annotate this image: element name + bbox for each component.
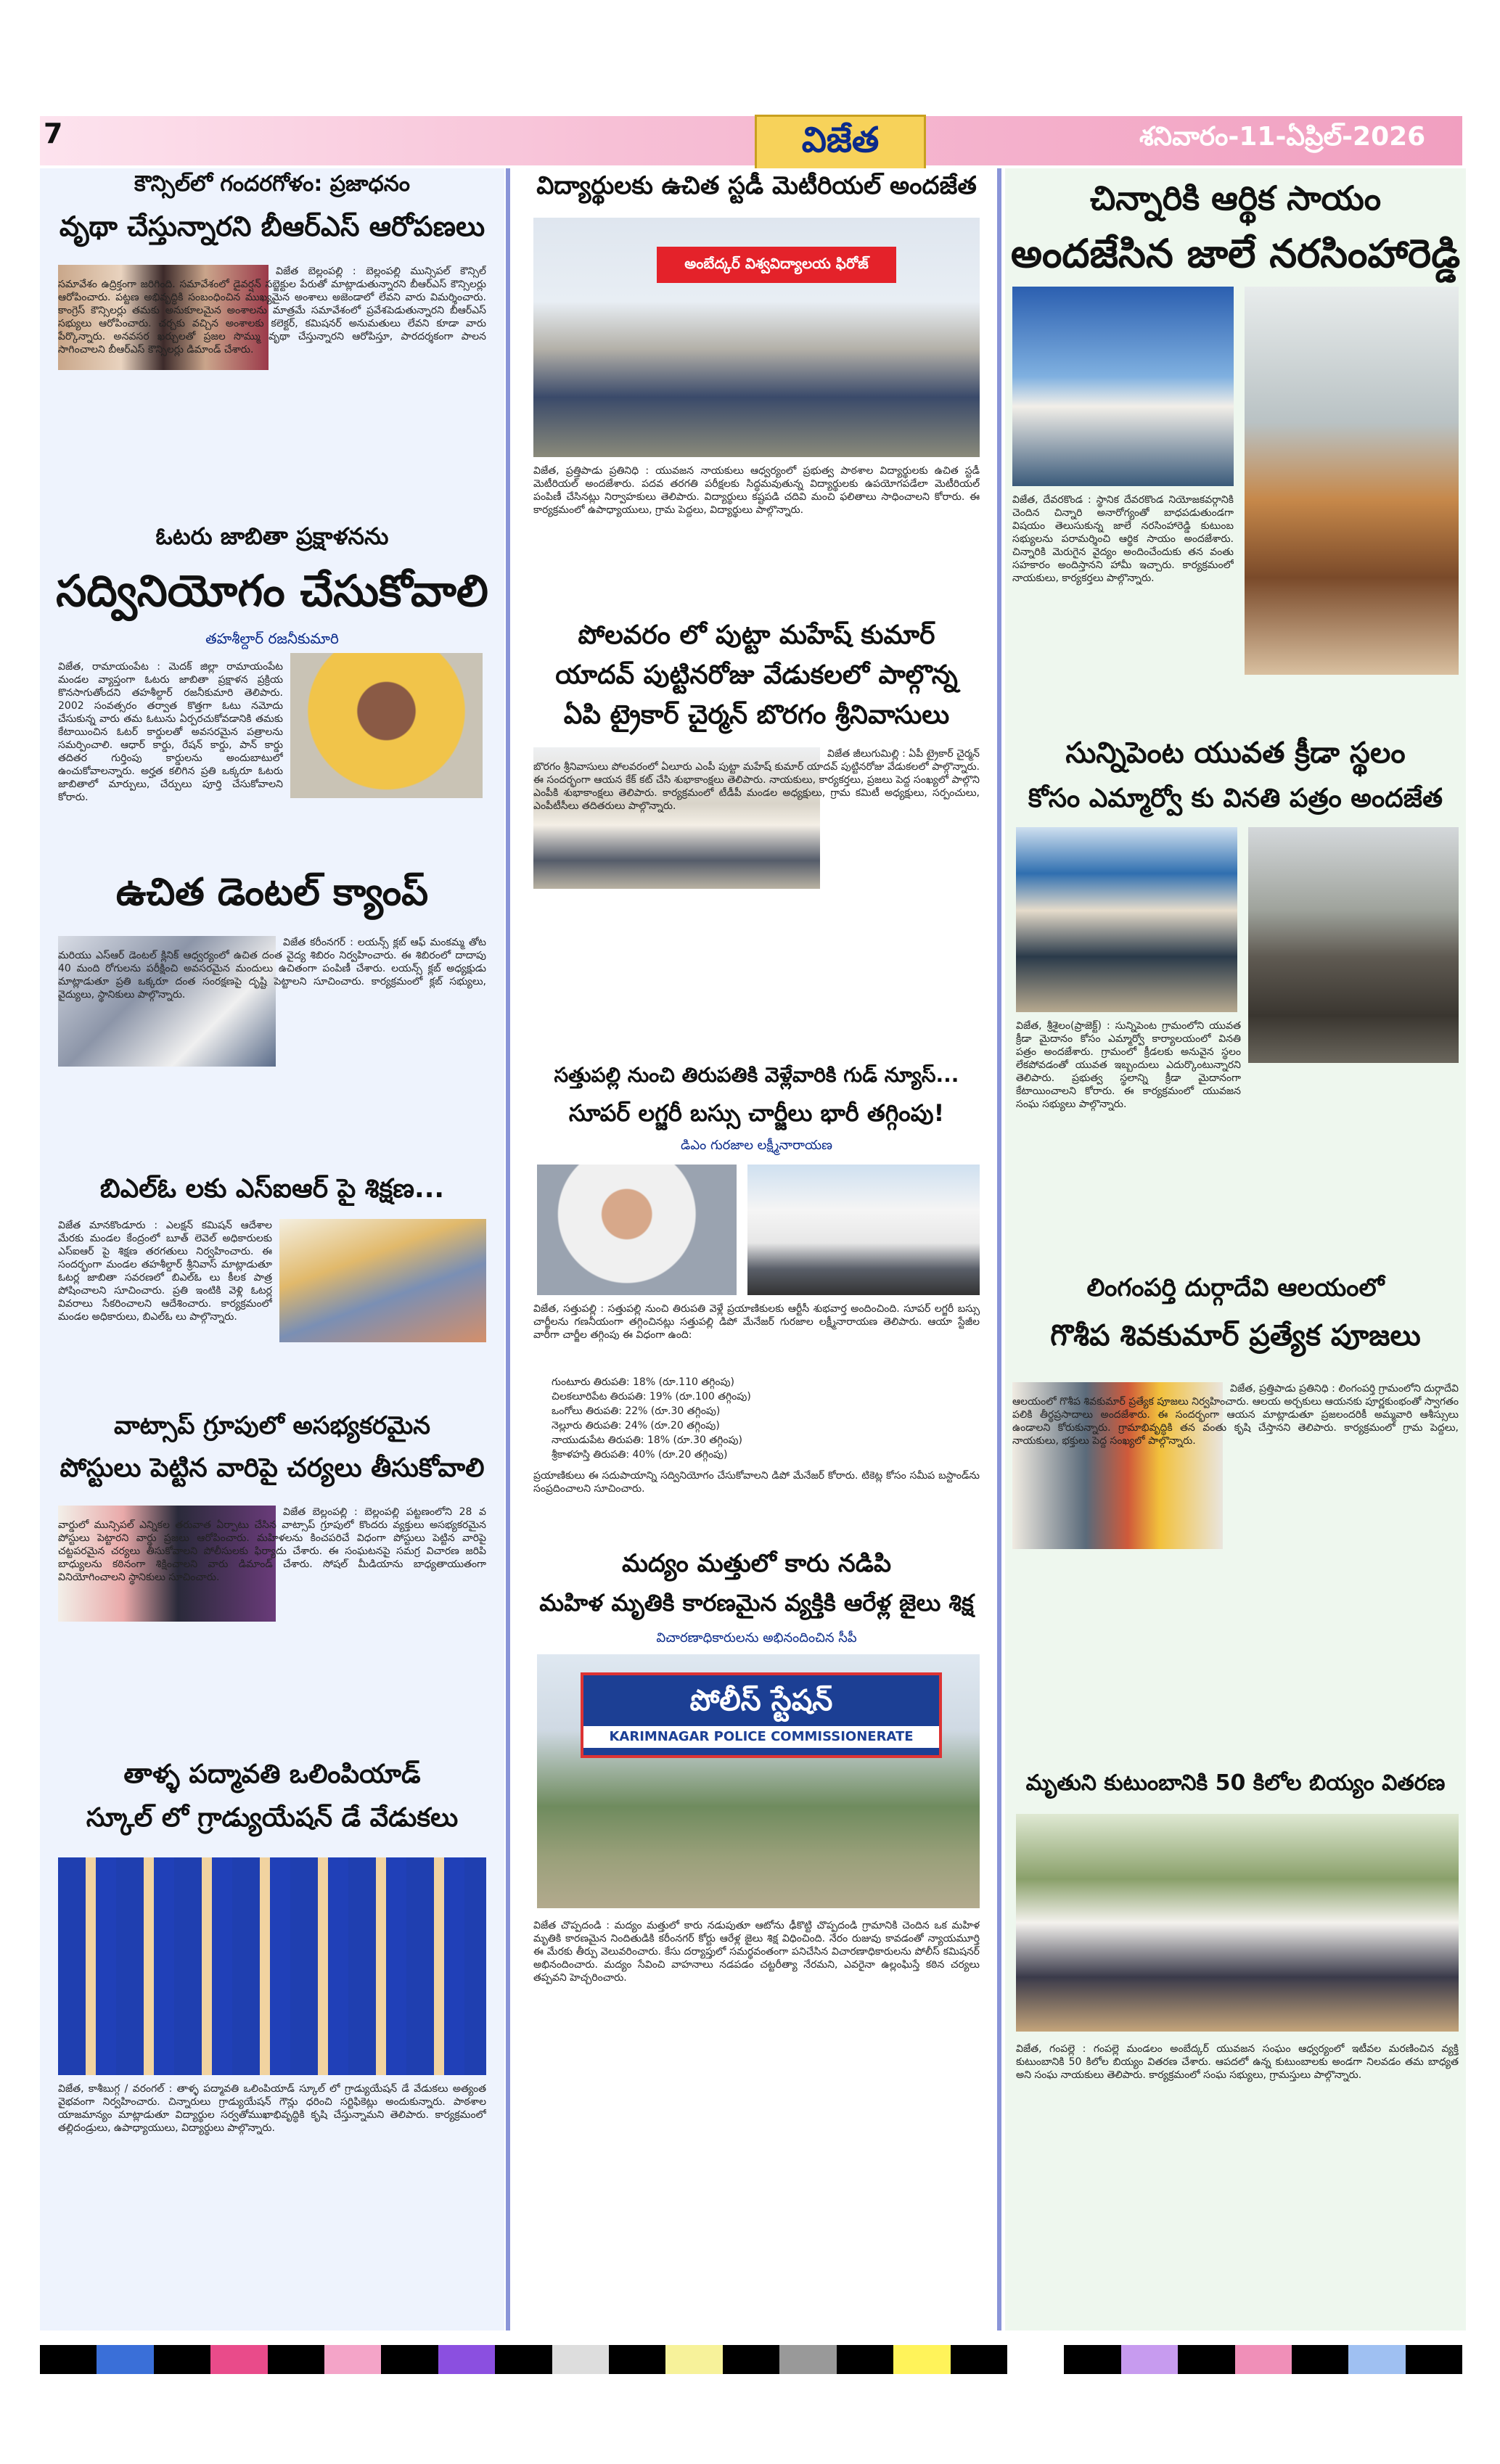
fare-item: నెల్లూరు తిరుపతి: 24% (రూ.20 తగ్గింపు) — [552, 1420, 720, 1432]
leader-photo — [1012, 287, 1234, 486]
article-kicker: లింగంపర్తి దుర్గాదేవి ఆలయంలో — [1086, 1273, 1385, 1302]
article-headline: సద్వినియోగం చేసుకోవాలి — [56, 566, 488, 617]
article-body: విజేత, సత్తుపల్లి : సత్తుపల్లి నుంచి తిరుపతి వెళ్లే ప్రయాణికులకు ఆర్టీసీ శుభవార్త అందించింది. సూపర్ లగ్జరీ బస్సు చార్జీలను గణనీయంగా తగ్గించినట్లు సత్తుపల్లి డిపో మేనేజర్ గురజాల లక్ష్మీనారాయణ తెలిపారు. ఆయా స్టేజీల వారీగా చార్జీల తగ్గింపు ఈ విధంగా ఉంది: — [533, 1303, 980, 1341]
article-body: విజేత, శ్రీశైలం(ప్రాజెక్ట్) : సున్నిపెంట గ్రామంలోని యువత క్రీడా మైదానం కోసం ఎమ్మార్వో కార్యాలయంలో వినతి పత్రం అందజేశారు. గ్రామంలో క్రీడలకు అనువైన స్థలం లేకపోవడంతో యువత ఇబ్బందులు ఎదుర్కొంటున్నారని తెలిపారు. ప్రభుత్వ స్థలాన్ని క్రీడా మైదానంగా కేటాయించాలని కోరారు. ఈ కార్యక్రమంలో యువజన సంఘ సభ్యులు పాల్గొన్నారు. — [1016, 1020, 1241, 1110]
ground-photo — [1248, 827, 1459, 1063]
article-byline: విచారణాధికారులను అభినందించిన సీపీ — [656, 1630, 857, 1646]
fare-item: నాయుడుపేట తిరుపతి: 18% (రూ.30 తగ్గింపు) — [552, 1434, 742, 1446]
article-headline: విద్యార్థులకు ఉచిత స్టడీ మెటీరియల్ అందజేత — [536, 171, 977, 200]
article-headline: మహిళ మృతికి కారణమైన వ్యక్తికి ఆరేళ్ల జైలు శిక్ష — [539, 1589, 974, 1617]
article-body: ప్రయాణికులు ఈ సదుపాయాన్ని సద్వినియోగం చేసుకోవాలని డిపో మేనేజర్ కోరారు. టికెట్ల కోసం సమీప బస్టాండ్‌ను సంప్రదించాలని సూచించారు. — [533, 1470, 980, 1495]
fare-item: చిలకలూరిపేట తిరుపతి: 19% (రూ.100 తగ్గింపు) — [552, 1391, 751, 1403]
article-headline: మృతుని కుటుంబానికి 50 కిలోల బియ్యం వితరణ — [1025, 1770, 1446, 1796]
patient-photo — [1245, 287, 1459, 675]
article-headline: వృథా చేస్తున్నారని బీఆర్ఎస్ ఆరోపణలు — [59, 210, 485, 242]
banner: అంబేద్కర్ విశ్వవిద్యాలయ ఫిరోజ్ — [657, 247, 896, 283]
article-headline: గొశీప శివకుమార్ ప్రత్యేక పూజలు — [1050, 1319, 1421, 1352]
article-headline: ఏపి ట్రైకార్ చైర్మన్ బొరగం శ్రీనివాసులు — [563, 700, 950, 730]
article-body: విజేత కరీంనగర్ : లయన్స్ క్లబ్ ఆఫ్ మంకమ్మ తోట మరియు ఎస్ఆర్ డెంటల్ క్లినిక్ ఆధ్వర్యంలో ఉచిత దంత వైద్య శిబిరం నిర్వహించారు. ఈ శిబిరంలో దాదాపు 40 మంది రోగులను పరీక్షించి అవసరమైన మందులు ఉచితంగా పంపిణీ చేశారు. లయన్స్ క్లబ్ అధ్యక్షుడు మాట్లాడుతూ ప్రతి ఒక్కరూ దంత సంరక్షణపై దృష్టి పెట్టాలని సూచించారు. కార్యక్రమంలో క్లబ్ సభ్యులు, వైద్యులు, స్థానికులు పాల్గొన్నారు. — [58, 937, 486, 1001]
article-kicker: కౌన్సిల్‌లో గందరగోళం: ప్రజాధనం — [134, 171, 410, 197]
article-headline: అందజేసిన జాలే నరసింహారెడ్డి — [1010, 231, 1461, 276]
column-divider — [997, 168, 1001, 2330]
article-headline: బిఎల్ఓ లకు ఎస్ఐఆర్ పై శిక్షణ... — [99, 1174, 445, 1204]
police-sign-sub: KARIMNAGAR POLICE COMMISSIONERATE — [583, 1726, 939, 1748]
article-headline: సున్నిపెంట యువత క్రీడా స్థలం — [1065, 736, 1406, 770]
article-body: విజేత చొప్పదండి : మద్యం మత్తులో కారు నడుపుతూ ఆటోను ఢీకొట్టి చొప్పదండి గ్రామానికి చెందిన ఒక మహిళ మృతికి కారణమైన నిందితుడికి కరీంనగర్ కోర్టు ఆరేళ్ల జైలు శిక్ష విధించింది. నేరం రుజువు కావడంతో న్యాయమూర్తి ఈ మేరకు తీర్పు వెలువరించారు. కేసు దర్యాప్తులో సమర్థవంతంగా పనిచేసిన విచారణాధికారులను పోలీస్ కమిషనర్ అభినందించారు. మద్యం సేవించి వాహనాలు నడపడం చట్టరీత్యా నేరమని, ఎవరైనా ఉల్లంఘిస్తే కఠిన చర్యలు తప్పవని హెచ్చరించారు. — [533, 1920, 980, 1984]
fare-item: ఒంగోలు తిరుపతి: 22% (రూ.30 తగ్గింపు) — [552, 1405, 721, 1417]
issue-date: శనివారం-11-ఏప్రిల్-2026 — [1139, 122, 1426, 152]
newspaper-logo: విజేత — [755, 115, 926, 174]
bus-photo — [747, 1165, 980, 1295]
article-headline: పోలవరం లో పుట్టా మహేష్ కుమార్ — [578, 620, 935, 650]
article-kicker: ఓటరు జాబితా ప్రక్షాళనను — [155, 522, 389, 550]
fare-item: శ్రీకాళహస్తి తిరుపతి: 40% (రూ.20 తగ్గింపు) — [552, 1449, 728, 1461]
column-divider — [506, 168, 510, 2330]
fare-list — [552, 1375, 958, 1462]
article-headline: సూపర్ లగ్జరీ బస్సు చార్జీలు భారీ తగ్గింపు! — [568, 1099, 945, 1127]
fare-item: గుంటూరు తిరుపతి: 18% (రూ.110 తగ్గింపు) — [552, 1376, 734, 1388]
article-body: విజేత, గంపల్లె : గంపల్లె మండలం అంబేద్కర్ యువజన సంఘం ఆధ్వర్యంలో ఇటీవల మరణించిన వ్యక్తి కుటుంబానికి 50 కిలోల బియ్యం వితరణ చేశారు. ఆపదలో ఉన్న కుటుంబాలకు అండగా నిలవడం తమ బాధ్యత అని సంఘ నాయకులు తెలిపారు. కార్యక్రమంలో సంఘ సభ్యులు, గ్రామస్తులు పాల్గొన్నారు. — [1016, 2043, 1459, 2081]
study-material-photo — [533, 218, 980, 457]
article-body: విజేత మానకొండూరు : ఎలక్షన్ కమిషన్ ఆదేశాల మేరకు మండల కేంద్రంలో బూత్ లెవెల్ అధికారులకు ఎస్ఐఆర్ పై శిక్షణ తరగతులు నిర్వహించారు. ఈ సందర్భంగా మండల తహశీల్దార్ శ్రీనివాస్ మాట్లాడుతూ ఓటర్ల జాబితా సవరణలో బిఎల్ఓ లు కీలక పాత్ర పోషించాలని సూచించారు. ప్రతి ఇంటికి వెళ్లి ఓటర్ల వివరాలు సేకరించాలని ఆదేశించారు. కార్యక్రమంలో మండల అధికారులు, బిఎల్ఓ లు పాల్గొన్నారు. — [58, 1220, 272, 1323]
article-body: విజేత, ప్రత్తిపాడు ప్రతినిధి : లింగంపర్తి గ్రామంలోని దుర్గాదేవి ఆలయంలో గొశీప శివకుమార్ ప్రత్యేక పూజలు నిర్వహించారు. ఆలయ అర్చకులు ఆయనకు పూర్ణకుంభంతో స్వాగతం పలికి తీర్థప్రసాదాలు అందజేశారు. ఈ సందర్భంగా ఆయన మాట్లాడుతూ ప్రజలందరికీ అమ్మవారి ఆశీస్సులు ఉండాలని కోరుకున్నారు. గ్రామాభివృద్ధికి తన వంతు కృషి చేస్తానని తెలిపారు. కార్యక్రమంలో గ్రామ పెద్దలు, నాయకులు, భక్తులు పెద్ద సంఖ్యలో పాల్గొన్నారు. — [1012, 1383, 1459, 1447]
article-body: విజేత బెల్లంపల్లి : బెల్లంపల్లి పట్టణంలోని 28 వ వార్డులో మున్సిపల్ ఎన్నికల తరువాత ఏర్పాటు చేసిన వాట్సాప్ గ్రూపులో కొందరు వ్యక్తులు అసభ్యకరమైన పోస్టులు పెట్టారని వార్డు ప్రజలు ఆరోపించారు. మహిళలను కించపరిచే విధంగా పోస్టులు పెట్టిన వారిపై చట్టపరమైన చర్యలు తీసుకోవాలని పోలీసులకు ఫిర్యాదు చేశారు. ఈ సంఘటనపై సమగ్ర విచారణ జరిపి బాధ్యులను కఠినంగా శిక్షించాలని వారు డిమాండ్ చేశారు. సోషల్ మీడియాను బాధ్యతాయుతంగా వినియోగించాలని స్థానికులు సూచించారు. — [58, 1506, 486, 1583]
police-sign-main: పోలీస్ స్టేషన్ — [689, 1684, 833, 1717]
article-body: విజేత, రామాయంపేట : మెదక్ జిల్లా రామాయంపేట మండల వ్యాప్తంగా ఓటరు జాబితా ప్రక్షాళన ప్రక్రియ కొనసాగుతోందని తహశీల్దార్ రజనీకుమారి తెలిపారు. 2002 సంవత్సరం తర్వాత కొత్తగా ఓటు నమోదు చేసుకున్న వారు తమ ఓటును ఏర్పరచుకోవడానికి తమకు కేటాయించిన ఓటర్ కార్డులతో అవసరమైన పత్రాలను సమర్పించాలి. ఆధార్ కార్డు, రేషన్ కార్డు, పాన్ కార్డు తదితర గుర్తింపు కార్డులను అందుబాటులో ఉంచుకోవాలన్నారు. అర్హత కలిగిన ప్రతి ఒక్కరూ ఓటరు జాబితాలో మార్పులు, చేర్పులు పూర్తి చేసుకోవాలని కోరారు. — [58, 661, 283, 803]
article-headline: ఉచిత డెంటల్ క్యాంప్ — [115, 871, 429, 914]
depot-manager-photo — [537, 1165, 737, 1295]
article-headline: యాదవ్ పుట్టినరోజు వేడుకలలో పాల్గొన్న — [555, 660, 958, 690]
article-body: విజేత, కాశీబుగ్గ / వరంగల్ : తాళ్ళ పద్మావతి ఒలింపియాడ్ స్కూల్ లో గ్రాడ్యుయేషన్ డే వేడుకలు అత్యంత వైభవంగా నిర్వహించారు. చిన్నారులు గ్రాడ్యుయేషన్ గౌన్లు ధరించి సర్టిఫికెట్లు అందుకున్నారు. పాఠశాల యాజమాన్యం మాట్లాడుతూ విద్యార్థుల సర్వతోముఖాభివృద్ధికి కృషి చేస్తున్నామని తెలిపారు. కార్యక్రమంలో తల్లిదండ్రులు, ఉపాధ్యాయులు, విద్యార్థులు పాల్గొన్నారు. — [58, 2083, 486, 2134]
rice-distribution-photo — [1016, 1814, 1459, 2032]
page-number: 7 — [44, 118, 63, 149]
training-photo — [279, 1219, 486, 1342]
article-headline: స్కూల్ లో గ్రాడ్యుయేషన్ డే వేడుకలు — [86, 1803, 459, 1833]
article-kicker: సత్తుపల్లి నుంచి తిరుపతికి వెళ్లేవారికి గుడ్ న్యూస్... — [554, 1063, 959, 1087]
article-kicker: మద్యం మత్తులో కారు నడిపి — [621, 1549, 892, 1578]
tahsildar-photo — [290, 653, 483, 798]
police-sign — [581, 1672, 942, 1758]
article-headline: చిన్నారికి ఆర్థిక సాయం — [1089, 178, 1382, 218]
article-headline: పోస్టులు పెట్టిన వారిపై చర్యలు తీసుకోవాలి — [60, 1453, 485, 1483]
article-kicker: తాళ్ళ పద్మావతి ఒలింపియాడ్ — [123, 1759, 421, 1789]
graduation-photo — [58, 1857, 486, 2075]
petition-photo — [1016, 827, 1237, 1012]
article-body: విజేత, దేవరకొండ : స్థానిక దేవరకొండ నియోజకవర్గానికి చెందిన చిన్నారి అనారోగ్యంతో బాధపడుతుండగా విషయం తెలుసుకున్న జాలే నరసింహారెడ్డి కుటుంబ సభ్యులను పరామర్శించి ఆర్థిక సాయం అందజేశారు. చిన్నారికి మెరుగైన వైద్యం అందించేందుకు తన వంతు సహకారం అందిస్తానని హామీ ఇచ్చారు. కార్యక్రమంలో నాయకులు, కార్యకర్తలు పాల్గొన్నారు. — [1012, 494, 1234, 584]
article-byline: డిఎం గురజాల లక్ష్మీనారాయణ — [681, 1138, 832, 1153]
article-body: విజేత జీలుగుమిల్లి : ఏపీ ట్రైకార్ చైర్మన్ బొరగం శ్రీనివాసులు పోలవరంలో ఏలూరు ఎంపీ పుట్టా మహేష్ కుమార్ యాదవ్ పుట్టినరోజు వేడుకలలో పాల్గొన్నారు. ఈ సందర్భంగా ఆయన కేక్ కట్ చేసి శుభాకాంక్షలు తెలిపారు. నాయకులు, కార్యకర్తలు, ప్రజలు పెద్ద సంఖ్యలో పాల్గొని ఎంపీకి శుభాకాంక్షలు తెలిపారు. కార్యక్రమంలో టీడీపీ మండల అధ్యక్షులు, గ్రామ కమిటీ అధ్యక్షులు, సర్పంచులు, ఎంపీటీసీలు తదితరులు పాల్గొన్నారు. — [533, 748, 980, 812]
color-registration-bar — [40, 2345, 1462, 2374]
article-body: విజేత, ప్రత్తిపాడు ప్రతినిధి : యువజన నాయకులు ఆధ్వర్యంలో ప్రభుత్వ పాఠశాల విద్యార్థులకు ఉచిత స్టడీ మెటీరియల్ అందజేశారు. పదవ తరగతి పరీక్షలకు సిద్ధమవుతున్న విద్యార్థులకు ఉపయోగపడేలా మెటీరియల్ పంపిణీ చేసినట్లు నిర్వాహకులు తెలిపారు. విద్యార్థులు కష్టపడి చదివి మంచి ఫలితాలు సాధించాలని కోరారు. ఈ కార్యక్రమంలో ఉపాధ్యాయులు, గ్రామ పెద్దలు, విద్యార్థులు పాల్గొన్నారు. — [533, 465, 980, 516]
article-kicker: వాట్సాప్ గ్రూపులో అసభ్యకరమైన — [113, 1411, 431, 1440]
article-headline: కోసం ఎమ్మార్వో కు వినతి పత్రం అందజేత — [1028, 784, 1443, 813]
article-body: విజేత బెల్లంపల్లి : బెల్లంపల్లి మున్సిపల్ కౌన్సిల్ సమావేశం ఉద్రిక్తంగా జరిగింది. సమావేశంలో డైవర్షన్ సబ్జెక్టుల పేరుతో మాట్లాడుతున్నారని బీఆర్ఎస్ కౌన్సిలర్లు ఆరోపించారు. పట్టణ అభివృద్ధికి సంబంధించిన ముఖ్యమైన అంశాలు అజెండాలో లేవని వారు విమర్శించారు. కాంగ్రెస్ కౌన్సిలర్లు తమకు అనుకూలమైన అంశాలను మాత్రమే సమావేశంలో ప్రవేశపెడుతున్నారని బీఆర్ఎస్ సభ్యులు ఆరోపించారు. చర్చకు వచ్చిన అంశాలకు కలెక్టర్, కమిషనర్ అనుమతులు లేవని కూడా వారు పేర్కొన్నారు. అనవసర ఖర్చులతో ప్రజల సొమ్ము వృథా చేస్తున్నారని ఆరోపిస్తూ, పారదర్శకంగా పాలన సాగించాలని బీఆర్ఎస్ కౌన్సిలర్లు డిమాండ్ చేశారు. — [58, 266, 486, 356]
police-station-photo — [537, 1654, 980, 1908]
article-byline: తహశీల్దార్ రజనీకుమారి — [205, 630, 339, 647]
